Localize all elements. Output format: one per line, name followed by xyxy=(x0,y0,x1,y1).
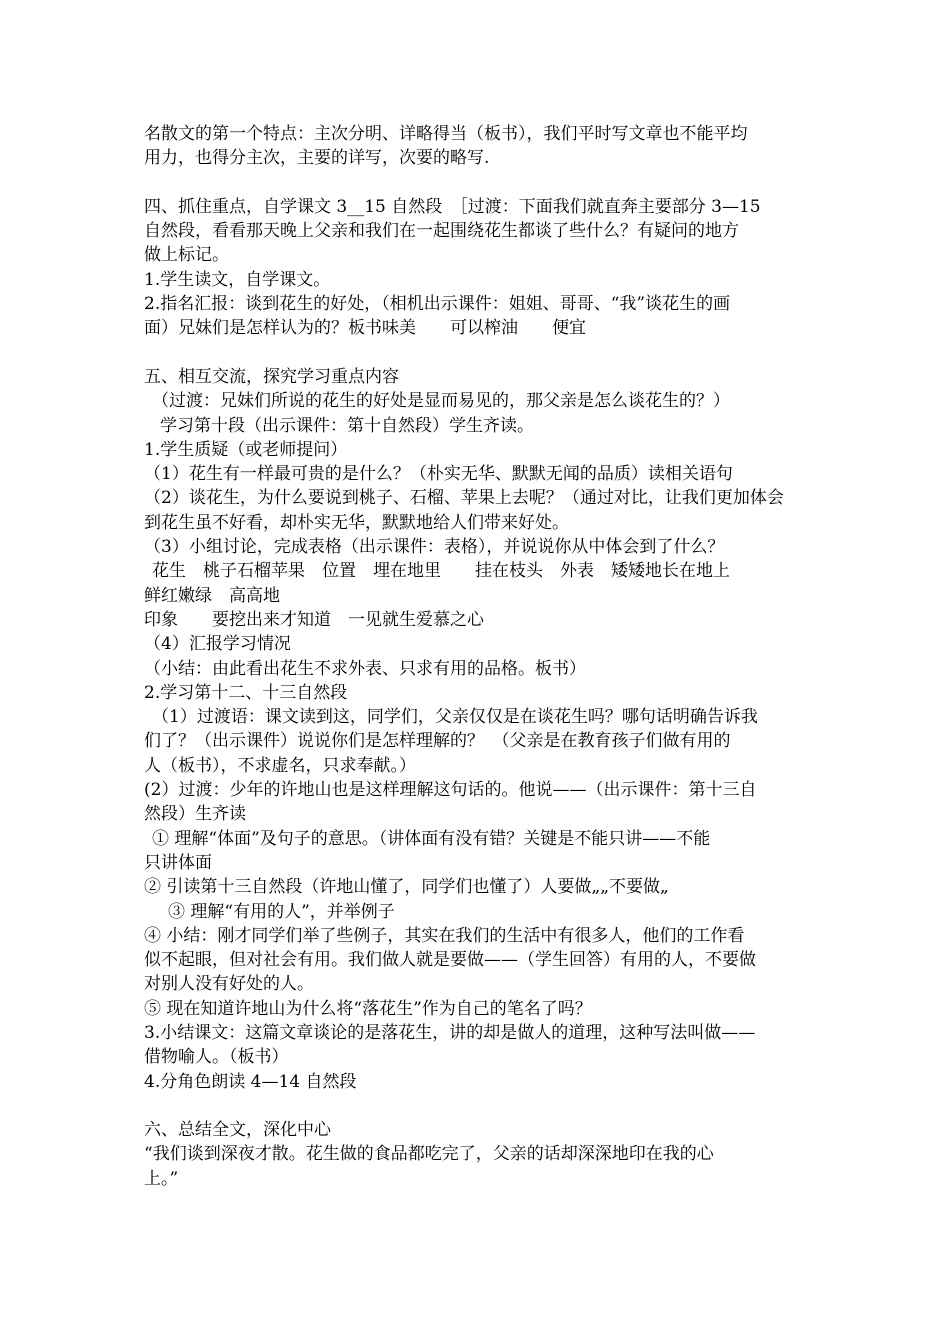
text-line: ③ 理解“有用的人”，并举例子 xyxy=(168,901,395,922)
text-line: 上。” xyxy=(144,1168,179,1189)
text-line: 只讲体面 xyxy=(144,852,212,873)
text-line: 人（板书），不求虚名，只求奉献。） xyxy=(144,755,416,776)
text-line: 印象 要挖出来才知道 一见就生爱慕之心 xyxy=(144,609,484,630)
text-line: “我们谈到深夜才散。花生做的食品都吃完了，父亲的话却深深地印在我的心 xyxy=(144,1144,714,1165)
section-heading: 六、总结全文，深化中心 xyxy=(144,1120,331,1141)
section-heading: 四、抓住重点，自学课文 3__15 自然段 ［过渡：下面我们就直奔主要部分 3—15 xyxy=(144,196,761,217)
text-line: 似不起眼，但对社会有用。我们做人就是要做——（学生回答）有用的人，不要做 xyxy=(144,950,756,971)
text-line: ④ 小结：刚才同学们举了些例子，其实在我们的生活中有很多人，他们的工作看 xyxy=(144,925,745,946)
text-line: 做上标记。 xyxy=(144,245,229,266)
text-line: （3）小组讨论，完成表格（出示课件：表格），并说说你从中体会到了什么？ xyxy=(144,537,725,558)
text-line: （4）汇报学习情况 xyxy=(144,634,291,655)
text-line: 面）兄妹们是怎样认为的？板书味美 可以榨油 便宜 xyxy=(144,318,586,339)
text-line: 1.学生质疑（或老师提问） xyxy=(144,439,348,460)
text-line: (2）过渡：少年的许地山也是这样理解这句话的。他说——（出示课件：第十三自 xyxy=(144,780,757,801)
text-line: ⑤ 现在知道许地山为什么将“落花生”作为自己的笔名了吗？ xyxy=(144,998,592,1019)
text-line: 对别人没有好处的人。 xyxy=(144,974,314,995)
text-line: 鲜红嫩绿 高高地 xyxy=(144,585,280,606)
text-line: 花生 桃子石榴苹果 位置 埋在地里 挂在枝头 外表 矮矮地长在地上 xyxy=(152,561,730,582)
blank-line xyxy=(144,171,809,195)
text-line: 用力，也得分主次，主要的详写，次要的略写. xyxy=(144,148,490,169)
text-line: 自然段，看看那天晚上父亲和我们在一起围绕花生都谈了些什么？有疑问的地方 xyxy=(144,221,739,242)
text-line: 们了？（出示课件）说说你们是怎样理解的？ （父亲是在教育孩子们做有用的 xyxy=(144,731,731,752)
section-heading: 五、相互交流，探究学习重点内容 xyxy=(144,366,399,387)
blank-line xyxy=(144,341,809,365)
text-line: （1）花生有一样最可贵的是什么？（朴实无华、默默无闻的品质）读相关语句 xyxy=(144,464,733,485)
text-line: ② 引读第十三自然段（许地山懂了，同学们也懂了）人要做„„不要做„ xyxy=(144,877,669,898)
text-line: （2）谈花生，为什么要说到桃子、石榴、苹果上去呢？（通过对比，让我们更加体会 xyxy=(144,488,784,509)
document-body xyxy=(144,122,809,1191)
text-line: 到花生虽不好看，却朴实无华，默默地给人们带来好处。 xyxy=(144,512,569,533)
text-line: （小结：由此看出花生不求外表、只求有用的品格。板书） xyxy=(144,658,586,679)
text-line: 学习第十段（出示课件：第十自然段）学生齐读。 xyxy=(160,415,534,436)
text-line: 1.学生读文，自学课文。 xyxy=(144,269,331,290)
blank-line xyxy=(144,1094,809,1118)
text-line: 借物喻人。（板书） xyxy=(144,1047,289,1068)
text-line: 然段）生齐读 xyxy=(144,804,246,825)
text-line: 2.指名汇报：谈到花生的好处，（相机出示课件：姐姐、哥哥、“我”谈花生的画 xyxy=(144,294,731,315)
text-line: （1）过渡语：课文读到这，同学们，父亲仅仅是在谈花生吗？哪句话明确告诉我 xyxy=(152,707,758,728)
text-line: 4.分角色朗读 4—14 自然段 xyxy=(144,1071,357,1092)
text-line: 3.小结课文：这篇文章谈论的是落花生，讲的却是做人的道理，这种写法叫做—— xyxy=(144,1022,756,1043)
text-line: （过渡：兄妹们所说的花生的好处是显而易见的，那父亲是怎么谈花生的？） xyxy=(152,391,730,412)
text-line: ① 理解“体面”及句子的意思。（讲体面有没有错？关键是不能只讲——不能 xyxy=(152,828,711,849)
text-line: 名散文的第一个特点：主次分明、详略得当（板书），我们平时写文章也不能平均 xyxy=(144,124,748,144)
text-line: 2.学习第十二、十三自然段 xyxy=(144,682,348,703)
